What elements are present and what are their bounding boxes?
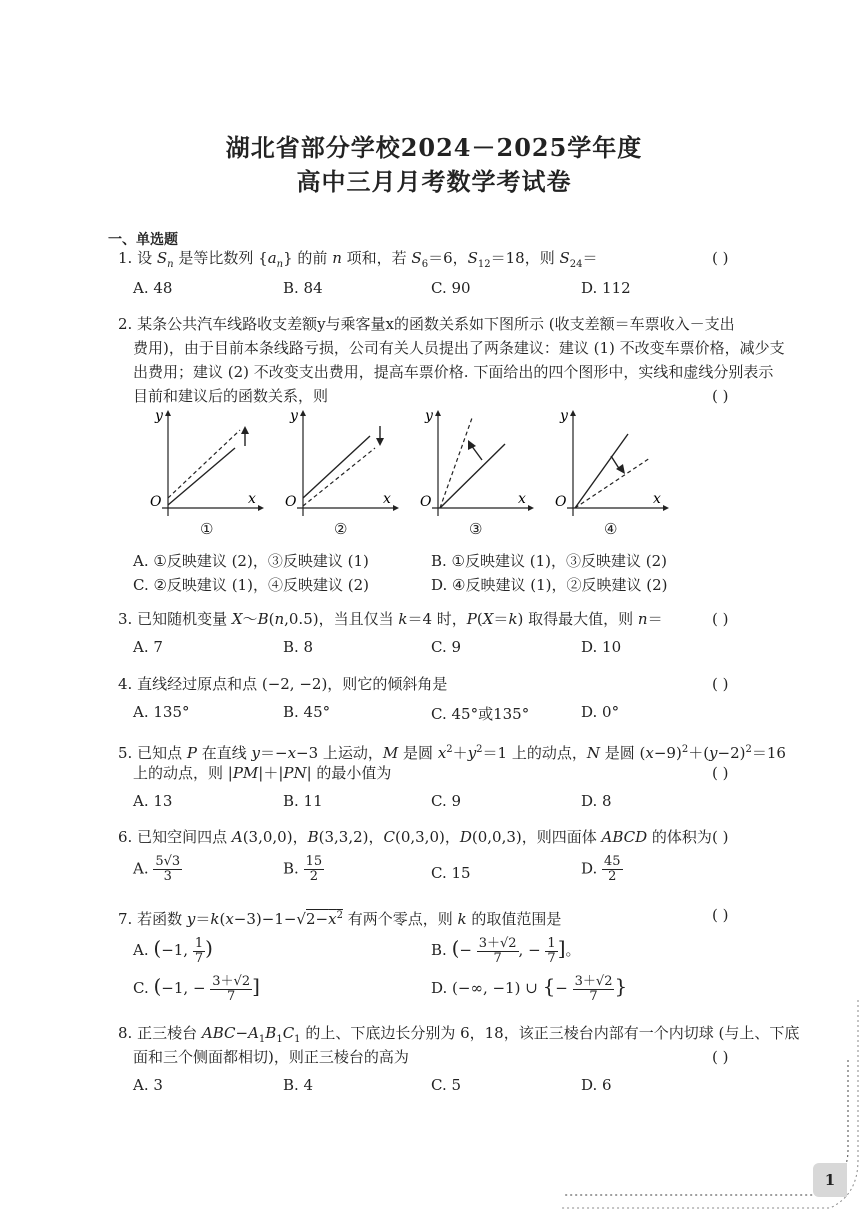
question-2-line2: 费用)，由于目前本条线路亏损，公司有关人员提出了两条建议：建议 (1) 不改变车票价格，减少支 (133, 339, 785, 357)
question-6-stem: 6. 已知空间四点 A(3,0,0)，B(3,3,2)，C(0,3,0)，D(0,0,3)，则四面体 ABCD 的体积为 (118, 828, 712, 846)
option-b: B. 84 (283, 279, 323, 297)
option-a: A. 48 (133, 279, 173, 297)
question-2-line4: 目前和建议后的函数关系，则 (133, 387, 329, 405)
option-a: A. (−1, $\frac{1}{7}$ ) (133, 935, 213, 966)
option-d: D. ④反映建议 (1)，②反映建议 (2) (431, 576, 668, 594)
svg-text:O: O (150, 494, 162, 510)
answer-paren: ( ) (712, 764, 729, 782)
option-b: B. (− $\frac{3+√2}{7}$ , − $\frac{1}{7}$ ]。 (431, 935, 581, 966)
svg-text:y: y (290, 408, 298, 424)
option-d: D. 8 (581, 792, 612, 810)
option-d: D. (−∞, −1) ∪ {− $\frac{3+√2}{7}$ } (431, 973, 628, 1004)
option-b: B. 4 (283, 1076, 314, 1094)
svg-text:x: x (518, 491, 526, 507)
graph-label-1: ① (200, 520, 214, 538)
svg-text:O: O (285, 494, 297, 510)
option-d: D. 10 (581, 638, 622, 656)
question-2-line1: 2. 某条公共汽车线路收支差额y与乘客量x的函数关系如下图所示 (收支差额＝车票收入－支出 (118, 315, 735, 333)
section-heading: 一、单选题 (108, 232, 178, 248)
option-d: D. 6 (581, 1076, 612, 1094)
graph-3 (410, 408, 535, 518)
svg-text:y: y (560, 408, 568, 424)
question-5-line1: 5. 已知点 P 在直线 y＝−x−3 上运动，M 是圆 $x^2+y^2=1$ 上的动点，N 是圆 $(x-9)^2+(y-2)^2=16$ (118, 744, 786, 762)
svg-text:x: x (653, 491, 661, 507)
graph-2 (275, 408, 400, 518)
option-a: A. 13 (133, 792, 173, 810)
option-b: B. 11 (283, 792, 323, 810)
option-b: B. 8 (283, 638, 314, 656)
answer-paren: ( ) (712, 675, 729, 693)
svg-text:y: y (155, 408, 163, 424)
question-8-line1: 8. 正三棱台 $ABC-A_1B_1C_1$ 的上、下底边长分别为 6，18，该正三棱台内部有一个内切球 (与上、下底 (118, 1024, 800, 1045)
graph-4 (545, 408, 670, 518)
exam-title-line2: 高中三月月考数学考试卷 (296, 167, 572, 196)
option-b: B. $\frac{15}{2}$ (283, 854, 323, 884)
option-c: C. (−1, − $\frac{3+√2}{7}$ ] (133, 973, 260, 1004)
option-a: A. 7 (133, 638, 163, 656)
option-b: B. 45° (283, 703, 331, 721)
option-a: A. 3 (133, 1076, 163, 1094)
graph-1 (140, 408, 265, 518)
answer-paren: ( ) (712, 906, 729, 924)
graph-label-3: ③ (469, 520, 483, 538)
answer-paren: ( ) (712, 828, 729, 846)
question-7-stem: 7. 若函数 $y=k(x-3)-1-√2-x^2$ 有两个零点，则 k 的取值范围是 (118, 910, 562, 928)
svg-text:O: O (555, 494, 567, 510)
question-5-line2: 上的动点，则 |PM|＋|PN| 的最小值为 (133, 764, 392, 782)
svg-text:x: x (248, 491, 256, 507)
option-a: A. 135° (133, 703, 190, 721)
option-d: D. $\frac{45}{2}$ (581, 854, 621, 884)
answer-paren: ( ) (712, 387, 729, 405)
option-a: A. ①反映建议 (2)，③反映建议 (1) (133, 552, 369, 570)
svg-text:y: y (425, 408, 433, 424)
page-number: 1 (813, 1163, 847, 1197)
graph-label-4: ④ (604, 520, 618, 538)
svg-text:O: O (420, 494, 432, 510)
graph-label-2: ② (334, 520, 348, 538)
option-c: C. 45°或135° (431, 705, 530, 723)
option-b: B. ①反映建议 (1)，③反映建议 (2) (431, 552, 668, 570)
option-c: C. ②反映建议 (1)，④反映建议 (2) (133, 576, 369, 594)
svg-text:x: x (383, 491, 391, 507)
question-2-line3: 出费用；建议 (2) 不改变支出费用，提高车票价格. 下面给出的四个图形中，实线和虚线分别表示 (133, 363, 774, 381)
question-3-stem: 3. 已知随机变量 X～B(n,0.5)，当且仅当 k＝4 时，P(X＝k) 取得最大值，则 n＝ (118, 610, 663, 628)
option-a: A. $\frac{5√3}{3}$ (133, 854, 181, 884)
answer-paren: ( ) (712, 249, 729, 267)
option-c: C. 90 (431, 279, 471, 297)
option-d: D. 112 (581, 279, 631, 297)
option-c: C. 15 (431, 864, 471, 882)
answer-paren: ( ) (712, 1048, 729, 1066)
option-c: C. 9 (431, 638, 462, 656)
question-1-stem: 1. 设 $S_n$ 是等比数列 $\{a_n\}$ 的前 n 项和，若 $S_6=6$，$S_{12}=18$，则 $S_{24}=$ (118, 249, 598, 270)
answer-paren: ( ) (712, 610, 729, 628)
exam-title-line1: 湖北省部分学校2024－2025学年度 (225, 133, 643, 162)
option-c: C. 9 (431, 792, 462, 810)
question-4-stem: 4. 直线经过原点和点 (−2, −2)，则它的倾斜角是 (118, 675, 448, 693)
option-d: D. 0° (581, 703, 620, 721)
option-c: C. 5 (431, 1076, 462, 1094)
question-8-line2: 面和三个侧面都相切)，则正三棱台的高为 (133, 1048, 409, 1066)
